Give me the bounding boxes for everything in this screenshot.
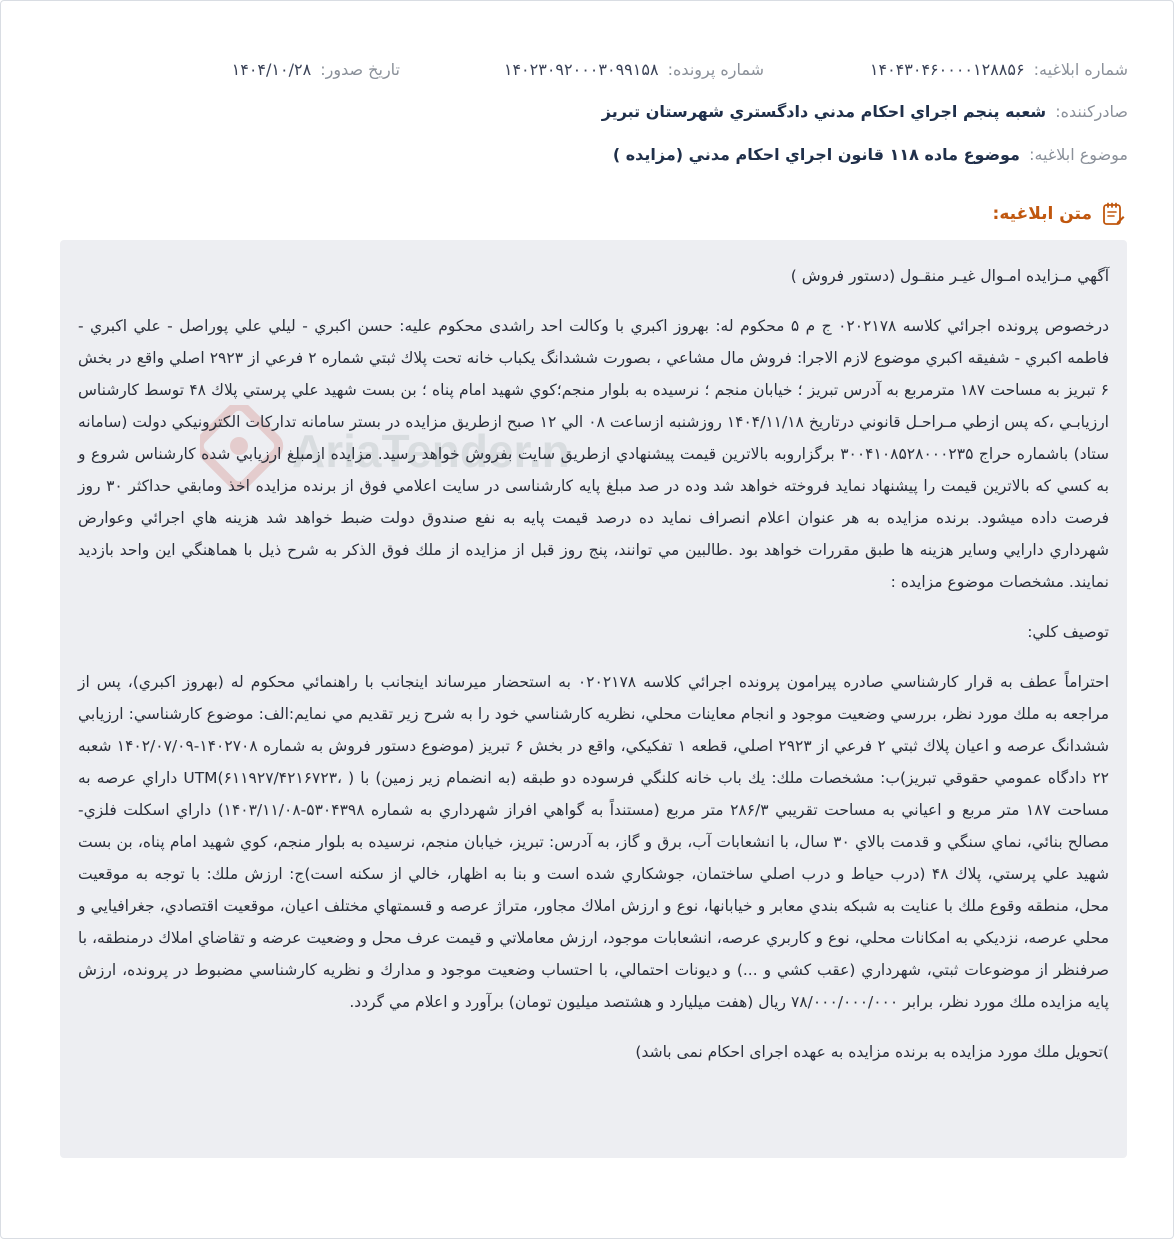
notice-meta-row <box>46 58 1128 82</box>
subject-row <box>613 143 1128 167</box>
document-text-icon <box>1100 201 1126 227</box>
issue-date <box>232 58 400 82</box>
notice-number-value: ۱۴۰۴۳۰۴۶۰۰۰۰۱۲۸۸۵۶ <box>869 60 1025 79</box>
issuer-label: صادرکننده: <box>1055 102 1128 121</box>
notice-paragraph-2: احتراماً عطف به قرار كارشناسي صادره پيرامون پرونده اجرائي كلاسه ۰۲۰۲۱۷۸ به استحضار ميرساند اينجانب با راهنمائي محكوم له (بهروز اكبري)، پس از مراجعه به ملك مورد نظر، بررسي وضعيت موجود و انجام معاينات محلي، نظريه كارشناسي خود را به شرح زير تقديم مي نمايم:الف: موضوع كارشناسي: ارزيابي ششدانگ عرصه و اعيان پلاك ثبتي ۲ فرعي از ۲۹۲۳ اصلي، قطعه ۱ تفكيكي، واقع در بخش ۶ تبريز (موضوع دستور فروش به شماره ۱۴۰۲۷۰۸-۱۴۰۲/۰۷/۰۹ شعبه ۲۲ دادگاه عمومي حقوقي تبريز)ب: مشخصات ملك: يك باب خانه كلنگي فرسوده دو طبقه (به انضمام زير زمين) با UTM(۶۱۱۹۲۷/۴۲۱۶۷۲۳، ) داراي عرصه به مساحت ۱۸۷ متر مربع و اعياني به مساحت تقريبي ۲۸۶/۳ متر مربع (مستنداً به گواهي افراز شهرداري به شماره ۵۳۰۴۳۹۸-۱۴۰۳/۱۱/۰۸) داراي اسكلت فلزي-مصالح بنائي، نماي سنگي و قدمت بالاي ۳۰ سال، با انشعابات آب، برق و گاز، به آدرس: تبريز، خيابان منجم، نرسيده به بلوار منجم، كوي شهيد امام پناه، بن بست شهيد علي پرستي، پلاك ۴۸ (درب حياط و درب اصلي ساختمان، جوشكاري شده است و بنا به اظهار، خالي از سكنه است)ج: ارزش ملك: با توجه به موقعيت محل، منطقه وقوع ملك با عنايت به شبكه بندي معابر و خيابانها، نوع و ارزش املاك مجاور، متراژ عرصه و قسمتهاي مختلف اعيان، موقعيت اقتصادي، جغرافيايي و محلي عرصه، نزديكي به امكانات محلي، نوع و كاربري عرصه، انشعابات موجود، ارزش معاملاتي و قيمت عرف محل و وضعيت عرضه و تقاضاي املاك درمنطقه، با صرفنظر از موضوعات ثبتي، شهرداري (عقب كشي و ...) و ديونات احتمالي، با احتساب وضعيت موجود و مدارك و نظريه كارشناسي مضبوط در پرونده، ارزش پايه مزايده ملك مورد نظر، برابر ۷۸/۰۰۰/۰۰۰/۰۰۰ ريال (هفت ميليارد و هشتصد ميليون تومان) برآورد و اعلام مي گردد. <box>78 673 1110 1011</box>
notice-paragraph-3: )تحويل ملك مورد مزايده به برنده مزايده به عهده اجرای احكام نمی باشد) <box>635 1043 1109 1061</box>
issue-date-value: ۱۴۰۴/۱۰/۲۸ <box>231 60 312 79</box>
notice-text-title: متن ابلاغیه: <box>992 204 1092 224</box>
case-number <box>504 58 764 82</box>
issuer-value: شعبه پنجم اجراي احكام مدني دادگستري شهرستان تبريز <box>601 102 1047 121</box>
case-number-value: ۱۴۰۲۳۰۹۲۰۰۰۳۰۹۹۱۵۸ <box>503 60 659 79</box>
overview-label: توصيف كلي: <box>1027 623 1109 641</box>
notice-text-heading <box>993 200 1126 228</box>
subject-value: موضوع ماده ۱۱۸ قانون اجراي احكام مدني (مزايده ) <box>612 145 1020 164</box>
notice-number <box>870 58 1128 82</box>
notice-body <box>60 240 1127 1158</box>
issue-date-label: تاریخ صدور: <box>320 60 400 79</box>
watermark-text: AriaTender.n <box>292 425 570 477</box>
subject-label: موضوع ابلاغیه: <box>1029 145 1128 164</box>
notice-heading: آگهي مـزايده امـوال غيـر منقـول (دستور فروش ) <box>790 267 1109 285</box>
notice-number-label: شماره ابلاغیه: <box>1033 60 1128 79</box>
issuer-row <box>602 100 1128 124</box>
case-number-label: شماره پرونده: <box>667 60 764 79</box>
notice-paragraph-1: درخصوص پرونده اجرائي كلاسه ۰۲۰۲۱۷۸ ج م ۵ محكوم له: بهروز اكبري با وكالت احد راشدی محكوم عليه: حسن اكبري - ليلي علي پوراصل - علي اكبري - فاطمه اكبري - شفيقه اكبري موضوع لازم الاجرا: فروش مال مشاعي ، بصورت ششدانگ يكباب خانه تحت پلاك ثبتي شماره ۲ فرعي از ۲۹۲۳ اصلي واقع در بخش ۶ تبريز به مساحت ۱۸۷ مترمربع به آدرس تبريز ؛ خيابان منجم ؛ نرسيده به بلوار منجم؛كوي شهيد امام پناه ؛ بن بست شهيد علي پرستي پلاك ۴۸ توسط كارشناس ارزيابـي ،كه پس ازطي مـراحـل قانوني درتاريخ ۱۴۰۴/۱۱/۱۸ روزشنبه ازساعت ۰۸ الي ۱۲ صبح ازطريق مزايده در بستر سامانه تداركات الكترونيكي دولت (سامانه ستاد) باشماره حراج ۳۰۰۴۱۰۸۵۲۸۰۰۰۲۳۵ برگزاروبه بالاترين قيمت پيشنهادي ازطريق سايت بفروش خواهد رسيد. مزايده ازمبلغ ارزيابي شده كارشناس شروع و به كسي كه بالاترين قيمت را پيشنهاد نمايد فروخته خواهد شد وده در صد مبلغ پايه كارشناسی در سايت اعلامي فوق از برنده مزايده اخذ ومابقي حداكثر ۳۰ روز فرصت داده ميشود. برنده مزايده به هر عنوان اعلام انصراف نمايد ده درصد قيمت پايه به نفع صندوق دولت ضبط خواهد شد هزينه هاي اجرائي وعوارض شهرداري دارايي وساير هزينه ها طبق مقررات خواهد بود .طالبين مي توانند، پنج روز قبل از مزايده از ملك فوق الذكر به شرح ذيل با هماهنگي اين واحد بازديد نمايند. مشخصات موضوع مزايده : <box>78 317 1110 591</box>
